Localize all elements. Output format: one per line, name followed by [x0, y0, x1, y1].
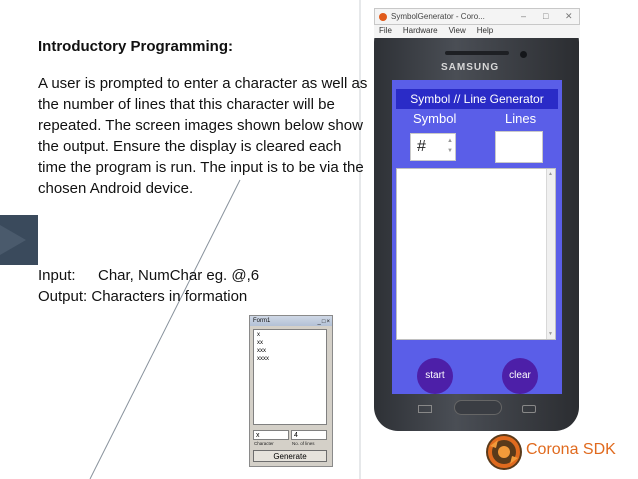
simulator-titlebar — [374, 8, 580, 25]
corona-logo-icon — [484, 432, 524, 472]
io-spec — [38, 265, 259, 307]
corona-sdk-text: Corona SDK — [526, 441, 616, 458]
input-spec-label: Input: — [38, 267, 76, 284]
menu-hardware[interactable]: Hardware — [402, 26, 438, 35]
form1-output-list — [253, 329, 327, 425]
simulator-window-title: SymbolGenerator - Coro... — [391, 12, 485, 21]
input-spec-line — [38, 265, 259, 286]
back-key-icon[interactable] — [522, 405, 536, 413]
slide-title: Introductory Programming: — [38, 38, 234, 55]
form1-lines-input[interactable]: 4 — [291, 430, 327, 440]
list-item: x — [257, 332, 260, 338]
form1-window-controls[interactable]: _□× — [317, 319, 331, 325]
spinner-icon[interactable]: ▲ ▼ — [447, 138, 453, 154]
input-spec-text: Char, NumChar eg. @,6 — [98, 267, 260, 284]
scroll-up-icon[interactable]: ▲ — [548, 171, 553, 177]
menu-help[interactable]: Help — [476, 26, 494, 35]
home-button[interactable] — [454, 400, 502, 415]
lines-label: Lines — [505, 111, 537, 126]
close-icon[interactable]: ✕ — [565, 11, 573, 21]
symbol-input[interactable] — [410, 133, 456, 161]
form1-titlebar — [250, 316, 332, 326]
menu-key-icon[interactable] — [418, 405, 432, 413]
symbol-label: Symbol — [413, 111, 457, 126]
form1-lines-label: No. of lines — [292, 441, 315, 446]
phone-speaker — [445, 51, 509, 55]
form1-character-input[interactable]: x — [253, 430, 289, 440]
lines-input[interactable] — [495, 131, 543, 163]
list-item: xxx — [257, 348, 266, 354]
generate-button[interactable]: Generate — [253, 450, 327, 462]
simulator-menubar — [374, 25, 580, 38]
output-scrollbar[interactable] — [546, 169, 555, 339]
slide-body-text: A user is prompted to enter a character as well as the number of lines that this character will be repeated. The screen images shown below show the output. Ensure the display is cleared each time the program is run. The input is to be via the chosen Android device. — [38, 75, 368, 197]
output-textbox[interactable] — [396, 168, 556, 340]
maximize-icon[interactable]: □ — [543, 11, 549, 21]
output-spec-text: Characters in formation — [91, 288, 248, 305]
phone-camera — [520, 51, 527, 58]
menu-file[interactable]: File — [379, 26, 392, 35]
deco-line-1 — [90, 180, 240, 479]
phone-brand: SAMSUNG — [441, 62, 500, 73]
list-item: xx — [257, 340, 263, 346]
start-button[interactable]: start — [417, 358, 453, 394]
list-item: xxxx — [257, 356, 269, 362]
clear-button[interactable]: clear — [502, 358, 538, 394]
form1-title: Form1 — [253, 318, 271, 324]
menu-view[interactable]: View — [448, 26, 466, 35]
output-spec-line — [38, 286, 259, 307]
symbol-value: # — [417, 138, 426, 155]
scroll-down-icon[interactable]: ▼ — [548, 331, 553, 337]
minimize-icon[interactable]: – — [521, 11, 527, 21]
corona-app-icon — [379, 13, 387, 21]
form1-window — [249, 315, 333, 467]
app-header: Symbol // Line Generator — [396, 89, 558, 109]
output-spec-label: Output: — [38, 288, 88, 305]
form1-character-label: Character — [254, 441, 274, 446]
